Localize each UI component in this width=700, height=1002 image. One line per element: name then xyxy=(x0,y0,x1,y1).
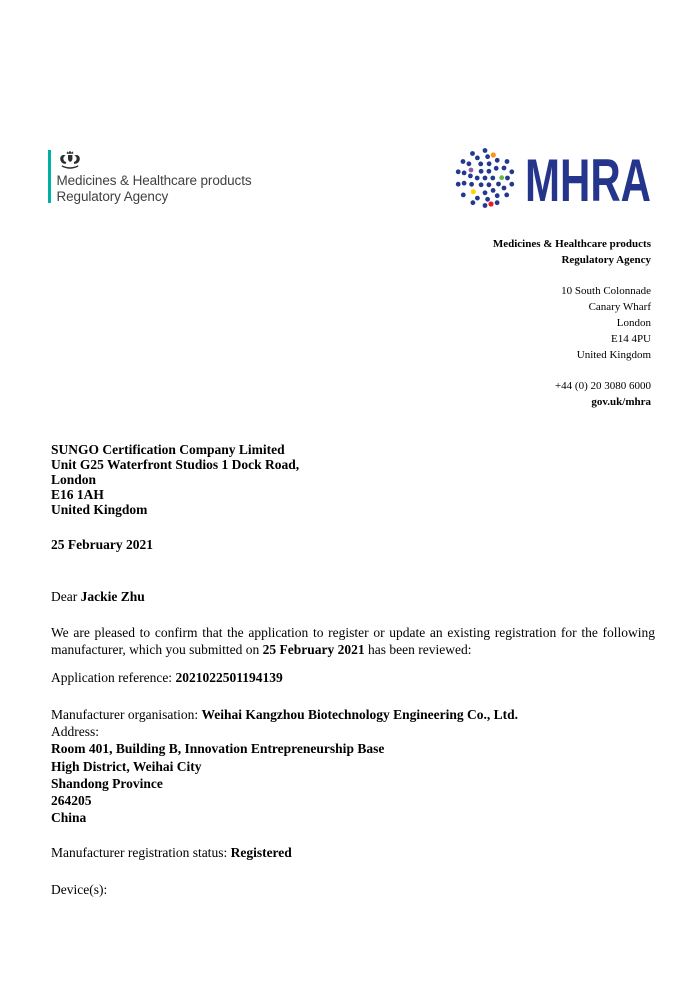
mhra-wordmark: MHRA xyxy=(525,147,651,214)
mhra-dot-cluster-icon xyxy=(454,147,516,209)
manufacturer-address-line: 264205 xyxy=(51,793,92,809)
application-reference xyxy=(51,670,283,686)
body-text-part1: We are pleased to confirm that the application to register or update an existing registration for the following manufacturer, which you submitted on xyxy=(51,625,655,657)
devices-heading: Device(s): xyxy=(51,882,108,897)
registration-status-value: Registered xyxy=(230,845,292,860)
salutation-prefix: Dear xyxy=(51,589,81,604)
dept-name-line1: Medicines & Healthcare products xyxy=(56,173,252,188)
manufacturer-address-label: Address: xyxy=(51,724,99,740)
agency-country: United Kingdom xyxy=(576,349,651,361)
salutation xyxy=(51,589,145,605)
recipient-address-block xyxy=(51,442,299,517)
agency-name-line2: Regulatory Agency xyxy=(561,254,651,266)
manufacturer-address-line: China xyxy=(51,810,87,826)
application-reference-value: 2021022501194139 xyxy=(175,670,283,685)
manufacturer-organisation xyxy=(51,706,518,723)
agency-phone: +44 (0) 20 3080 6000 xyxy=(554,380,651,392)
salutation-name: Jackie Zhu xyxy=(80,589,145,604)
agency-city: London xyxy=(616,317,651,329)
manufacturer-address-line: High District, Weihai City xyxy=(51,758,202,774)
manufacturer-block xyxy=(51,706,518,826)
agency-website: gov.uk/mhra xyxy=(591,396,651,408)
registration-status-label: Manufacturer registration status: xyxy=(51,845,231,860)
agency-street: 10 South Colonnade xyxy=(561,285,651,297)
mhra-logo xyxy=(454,147,700,214)
agency-name-line1: Medicines & Healthcare products xyxy=(492,238,651,250)
agency-address-block xyxy=(493,236,651,410)
manufacturer-address-line: Room 401, Building B, Innovation Entrepreneurship Base xyxy=(51,741,385,757)
registration-status xyxy=(51,845,292,861)
spacer xyxy=(493,363,651,378)
manufacturer-organisation-label: Manufacturer organisation: xyxy=(51,707,202,722)
recipient-line: Unit G25 Waterfront Studios 1 Dock Road, xyxy=(51,457,300,472)
letter-date: 25 February 2021 xyxy=(51,537,153,552)
body-text-part2: has been reviewed: xyxy=(364,642,472,657)
body-paragraph xyxy=(51,624,655,658)
gov-logo-text xyxy=(57,173,252,204)
royal-crest-icon xyxy=(57,150,83,171)
agency-postcode: E14 4PU xyxy=(610,333,651,345)
agency-area: Canary Wharf xyxy=(588,301,651,313)
gov-letterhead-logo xyxy=(48,150,252,204)
recipient-line: United Kingdom xyxy=(51,502,148,517)
spacer xyxy=(493,268,651,283)
dept-name-line2: Regulatory Agency xyxy=(56,188,169,204)
recipient-line: SUNGO Certification Company Limited xyxy=(51,442,285,457)
gov-logo-body xyxy=(57,150,252,204)
application-reference-label: Application reference: xyxy=(51,670,176,685)
body-submission-date: 25 February 2021 xyxy=(262,642,365,657)
teal-bar xyxy=(48,150,51,203)
manufacturer-organisation-value: Weihai Kangzhou Biotechnology Engineering Co., Ltd. xyxy=(201,707,518,722)
recipient-line: London xyxy=(51,472,97,487)
manufacturer-address-line: Shandong Province xyxy=(51,775,163,791)
recipient-line: E16 1AH xyxy=(51,487,104,502)
